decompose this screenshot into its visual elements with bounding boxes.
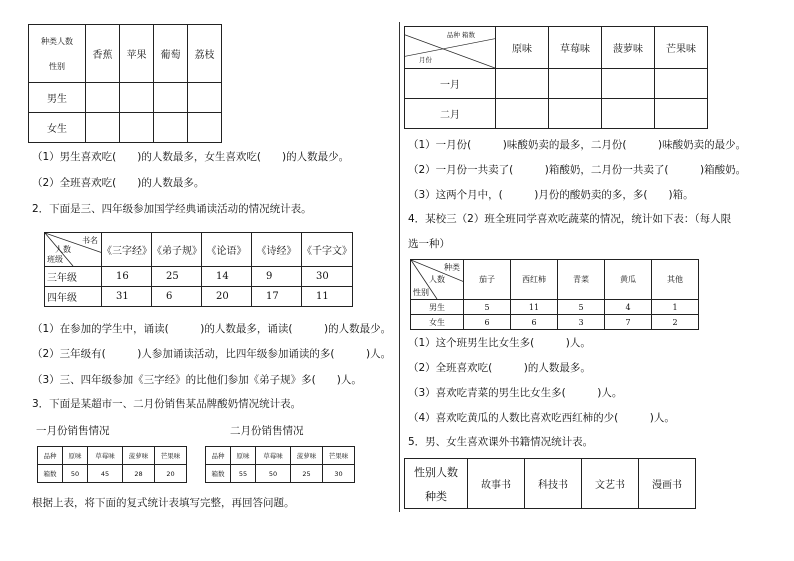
col-header: 故事书 (468, 459, 525, 509)
corner-mid-label: 人数 (55, 245, 71, 254)
col-header: 苹果 (120, 25, 154, 83)
col-header: 文艺书 (582, 459, 639, 509)
blank-cell[interactable] (120, 113, 154, 143)
reading-table (44, 232, 353, 307)
corner-bottom-label: 性别 (49, 61, 65, 71)
table-cell: 50 (256, 465, 291, 483)
corner-bottom-label: 种类 (425, 489, 447, 503)
question: （2）三年级有( )人参加诵读活动，比四年级参加诵读的多( )人。 (32, 348, 392, 360)
row-label: 箱数 (38, 465, 63, 483)
corner-top-label: 种类人数 (41, 36, 73, 46)
blank-cell[interactable] (154, 83, 188, 113)
instruction: 根据上表，将下面的复式统计表填写完整，再回答问题。 (32, 497, 295, 509)
col-header: 黄瓜 (605, 260, 652, 300)
col-header: 草莓味 (88, 447, 123, 465)
blank-cell[interactable] (602, 99, 655, 129)
table-cell: 50 (63, 465, 88, 483)
table-cell: 17 (252, 287, 302, 307)
blank-cell[interactable] (549, 69, 602, 99)
col-header: 《弟子规》 (152, 233, 202, 267)
blank-cell[interactable] (549, 99, 602, 129)
table-corner (405, 459, 468, 509)
table-cell: 11 (511, 300, 558, 315)
section-title: 4．某校三（2）班全班同学喜欢吃蔬菜的情况，统计如下表：（每人限 (408, 213, 732, 225)
table-cell: 45 (88, 465, 123, 483)
table-cell: 6 (152, 287, 202, 307)
question: （1）在参加的学生中，诵读( )的人数最多，诵读( )的人数最少。 (32, 323, 392, 335)
table-cell: 55 (231, 465, 256, 483)
col-header: 《论语》 (202, 233, 252, 267)
col-header: 原味 (231, 447, 256, 465)
table-corner (29, 25, 86, 83)
col-header: 菠萝味 (123, 447, 155, 465)
question: （2）全班喜欢吃( )的人数最多。 (408, 362, 591, 374)
col-header: 香蕉 (86, 25, 120, 83)
section-title: 3．下面是某超市一、二月份销售某品牌酸奶情况统计表。 (32, 398, 302, 410)
blank-cell[interactable] (86, 113, 120, 143)
col-header: 青菜 (558, 260, 605, 300)
row-label: 箱数 (206, 465, 231, 483)
section-title: 2．下面是三、四年级参加国学经典诵读活动的情况统计表。 (32, 203, 312, 215)
row-label: 一月 (405, 69, 496, 99)
corner-bottom-label: 性别 (413, 288, 429, 297)
col-header: 其他 (652, 260, 699, 300)
row-label: 三年级 (45, 267, 102, 287)
feb-sales-table (205, 446, 355, 483)
row-label: 男生 (411, 300, 464, 315)
question: （3）这两个月中，( )月份的酸奶卖的多，多( )箱。 (408, 189, 694, 201)
col-header: 品种 (38, 447, 63, 465)
section-title: 5．男、女生喜欢课外书籍情况统计表。 (408, 436, 594, 448)
table-cell: 11 (302, 287, 353, 307)
question: （1）这个班男生比女生多( )人。 (408, 337, 591, 349)
table-cell: 25 (291, 465, 323, 483)
question: （1）男生喜欢吃( )的人数最多，女生喜欢吃( )的人数最少。 (32, 151, 350, 163)
col-header: 菠萝味 (291, 447, 323, 465)
table-cell: 31 (102, 287, 152, 307)
books-table (404, 458, 696, 509)
row-label: 女生 (411, 315, 464, 330)
blank-cell[interactable] (86, 83, 120, 113)
col-header: 芒果味 (155, 447, 187, 465)
col-header: 漫画书 (639, 459, 696, 509)
corner-bottom-label: 月份 (419, 56, 432, 64)
col-header: 西红柿 (511, 260, 558, 300)
table-cell: 2 (652, 315, 699, 330)
col-header: 茄子 (464, 260, 511, 300)
col-header: 菠萝味 (602, 27, 655, 69)
corner-bottom-label: 班级 (47, 255, 63, 264)
table-caption: 二月份销售情况 (230, 425, 304, 437)
table-corner (411, 260, 464, 300)
col-header: 《千字文》 (302, 233, 353, 267)
col-header: 《三字经》 (102, 233, 152, 267)
table-cell: 5 (464, 300, 511, 315)
question: （1）一月份( )味酸奶卖的最多，二月份( )味酸奶卖的最少。 (408, 139, 747, 151)
composite-sales-table (404, 26, 708, 129)
table-cell: 20 (155, 465, 187, 483)
col-header: 草莓味 (549, 27, 602, 69)
table-cell: 3 (558, 315, 605, 330)
table-corner (45, 233, 102, 267)
table-cell: 16 (102, 267, 152, 287)
column-divider (399, 22, 400, 512)
question: （2）全班喜欢吃( )的人数最多。 (32, 177, 205, 189)
jan-sales-table (37, 446, 187, 483)
blank-cell[interactable] (602, 69, 655, 99)
fruit-table (28, 24, 222, 143)
table-cell: 28 (123, 465, 155, 483)
corner-top-label: 品种 箱数 (446, 31, 475, 39)
section-title: 选一种） (408, 238, 450, 250)
col-header: 芒果味 (323, 447, 355, 465)
row-label: 二月 (405, 99, 496, 129)
col-header: 原味 (496, 27, 549, 69)
table-cell: 9 (252, 267, 302, 287)
table-cell: 7 (605, 315, 652, 330)
blank-cell[interactable] (655, 99, 708, 129)
blank-cell[interactable] (655, 69, 708, 99)
table-cell: 20 (202, 287, 252, 307)
question: （2）一月份一共卖了( )箱酸奶，二月份一共卖了( )箱酸奶。 (408, 164, 747, 176)
blank-cell[interactable] (188, 113, 222, 143)
col-header: 科技书 (525, 459, 582, 509)
col-header: 荔枝 (188, 25, 222, 83)
table-cell: 6 (464, 315, 511, 330)
question: （4）喜欢吃黄瓜的人数比喜欢吃西红柿的少( )人。 (408, 412, 675, 424)
question: （3）三、四年级参加《三字经》的比他们参加《弟子规》多( )人。 (32, 374, 362, 386)
table-cell: 4 (605, 300, 652, 315)
table-cell: 30 (323, 465, 355, 483)
col-header: 原味 (63, 447, 88, 465)
blank-cell[interactable] (496, 99, 549, 129)
blank-cell[interactable] (120, 83, 154, 113)
corner-mid-label: 人数 (429, 275, 445, 284)
vegetable-table (410, 259, 699, 330)
table-cell: 25 (152, 267, 202, 287)
question: （3）喜欢吃青菜的男生比女生多( )人。 (408, 387, 623, 399)
table-cell: 6 (511, 315, 558, 330)
row-label: 男生 (29, 83, 86, 113)
blank-cell[interactable] (188, 83, 222, 113)
blank-cell[interactable] (154, 113, 188, 143)
corner-top-label: 性别人数 (414, 465, 458, 479)
blank-cell[interactable] (496, 69, 549, 99)
table-cell: 14 (202, 267, 252, 287)
col-header: 葡萄 (154, 25, 188, 83)
table-cell: 5 (558, 300, 605, 315)
row-label: 四年级 (45, 287, 102, 307)
row-label: 女生 (29, 113, 86, 143)
corner-top-label: 种类 (444, 263, 460, 272)
col-header: 草莓味 (256, 447, 291, 465)
table-corner (405, 27, 496, 69)
col-header: 品种 (206, 447, 231, 465)
table-caption: 一月份销售情况 (36, 425, 110, 437)
table-cell: 30 (302, 267, 353, 287)
corner-top-label: 书名 (82, 236, 98, 245)
table-cell: 1 (652, 300, 699, 315)
col-header: 芒果味 (655, 27, 708, 69)
col-header: 《诗经》 (252, 233, 302, 267)
